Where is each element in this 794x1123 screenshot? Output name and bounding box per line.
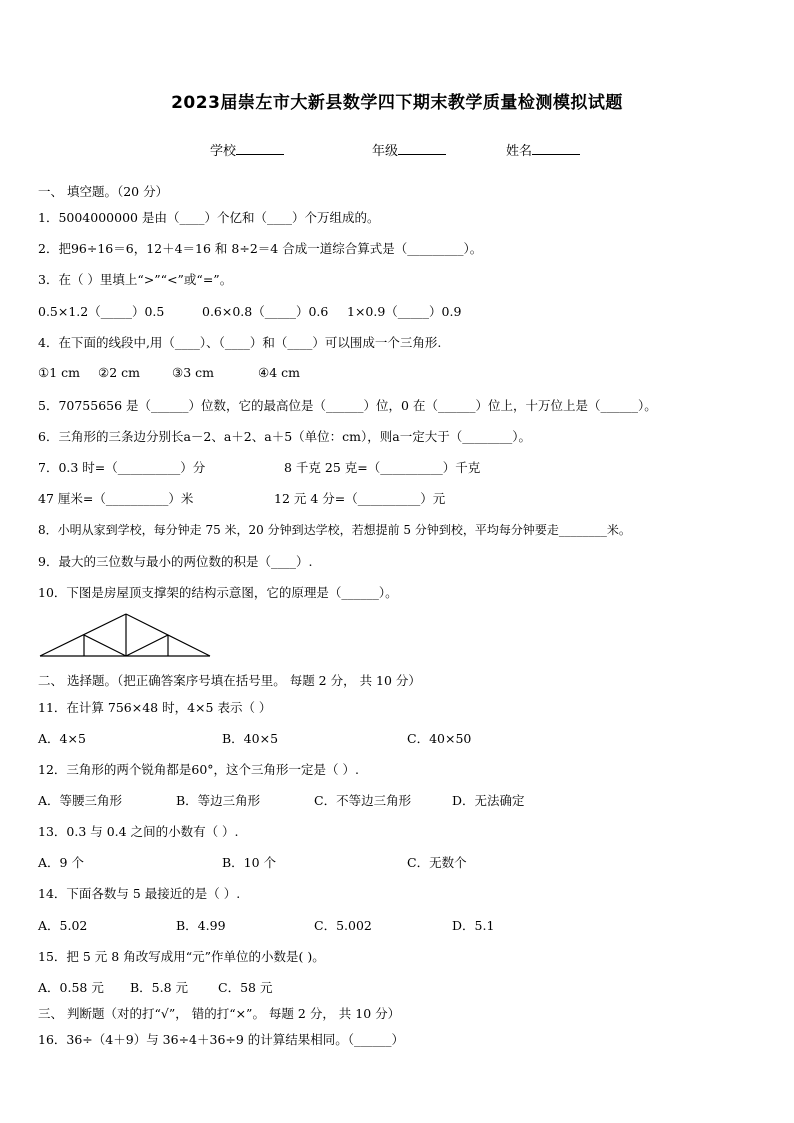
question-14: 14．下面各数与 5 最接近的是（ ）.	[38, 886, 241, 901]
question-9: 9．最大的三位数与最小的两位数的积是（____）.	[38, 554, 313, 569]
question-7-part-c: 47 厘米=（__________）米	[38, 491, 194, 506]
truss-left-inner-diagonal	[84, 635, 126, 656]
question-12-option-b[interactable]: B．等边三角形	[176, 793, 261, 808]
question-13-option-c[interactable]: C．无数个	[407, 855, 467, 870]
question-11-option-b[interactable]: B．40×5	[222, 731, 279, 746]
question-3-part-a: 0.5×1.2（_____）0.5	[38, 304, 165, 319]
grade-label: 年级	[372, 144, 399, 159]
question-14-option-a[interactable]: A．5.02	[38, 918, 88, 933]
question-13: 13．0.3 与 0.4 之间的小数有（ ）.	[38, 824, 239, 839]
question-8: 8．小明从家到学校，每分钟走 75 米，20 分钟到达学校，若想提前 5 分钟到校，平均每分钟要走________米。	[38, 523, 631, 537]
question-13-option-a[interactable]: A．9 个	[38, 855, 84, 870]
question-1: 1．5004000000 是由（____）个亿和（____）个万组成的。	[38, 210, 380, 225]
question-12: 12．三角形的两个锐角都是60°，这个三角形一定是（ ）.	[38, 762, 360, 777]
truss-right-inner-diagonal	[126, 635, 168, 656]
question-14-option-c[interactable]: C．5.002	[314, 918, 372, 933]
question-15-option-c[interactable]: C．58 元	[218, 980, 273, 995]
page-title: 2023届崇左市大新县数学四下期末教学质量检测模拟试题	[171, 93, 623, 113]
question-11-option-a[interactable]: A．4×5	[38, 731, 86, 746]
question-4-option-4: ④4 cm	[258, 365, 300, 380]
question-7-part-b: 8 千克 25 克=（__________）千克	[284, 460, 481, 475]
question-4-option-1: ①1 cm	[38, 365, 80, 380]
question-7-part-d: 12 元 4 分=（__________）元	[274, 491, 446, 506]
question-4-option-2: ②2 cm	[98, 365, 140, 380]
school-field[interactable]	[210, 140, 284, 159]
question-14-option-d[interactable]: D．5.1	[452, 918, 495, 933]
question-4-option-3: ③3 cm	[172, 365, 214, 380]
grade-blank[interactable]	[398, 142, 446, 155]
question-16: 16．36÷（4＋9）与 36÷4＋36÷9 的计算结果相同。（______）	[38, 1032, 405, 1047]
question-15: 15．把 5 元 8 角改写成用“元”作单位的小数是( )。	[38, 949, 325, 964]
roof-truss-diagram	[38, 612, 214, 660]
question-12-option-a[interactable]: A．等腰三角形	[38, 793, 123, 808]
question-5: 5．70755656 是（______）位数，它的最高位是（______）位，0 在（______）位上，十万位上是（______）。	[38, 398, 657, 413]
name-blank[interactable]	[532, 142, 580, 155]
question-3-part-c: 1×0.9（_____）0.9	[347, 304, 462, 319]
question-7-part-a: 7．0.3 时=（__________）分	[38, 460, 206, 475]
question-6: 6．三角形的三条边分别长a－2、a＋2、a＋5（单位：cm），则a一定大于（________）。	[38, 429, 531, 444]
question-3: 3．在（ ）里填上“>”“<”或“=”。	[38, 272, 233, 287]
school-label: 学校	[210, 144, 237, 159]
question-12-option-c[interactable]: C．不等边三角形	[314, 793, 412, 808]
question-12-option-d[interactable]: D．无法确定	[452, 793, 525, 808]
question-13-option-b[interactable]: B．10 个	[222, 855, 277, 870]
section-2-heading: 二、 选择题。（把正确答案序号填在括号里。 每题 2 分， 共 10 分）	[38, 673, 421, 688]
question-2: 2．把96÷16＝6，12＋4＝16 和 8÷2＝4 合成一道综合算式是（_________）。	[38, 241, 483, 256]
question-11-option-c[interactable]: C．40×50	[407, 731, 472, 746]
question-14-option-b[interactable]: B．4.99	[176, 918, 226, 933]
question-3-part-b: 0.6×0.8（_____）0.6	[202, 304, 329, 319]
name-label: 姓名	[506, 144, 533, 159]
section-1-heading: 一、 填空题。（20 分）	[38, 184, 169, 199]
section-3-heading: 三、 判断题（对的打“√”， 错的打“×”。 每题 2 分， 共 10 分）	[38, 1006, 401, 1021]
name-field[interactable]	[506, 140, 580, 159]
question-10: 10．下图是房屋顶支撑架的结构示意图，它的原理是（______）。	[38, 585, 398, 600]
question-15-option-a[interactable]: A．0.58 元	[38, 980, 104, 995]
question-15-option-b[interactable]: B．5.8 元	[130, 980, 189, 995]
grade-field[interactable]	[372, 140, 446, 159]
question-11: 11．在计算 756×48 时，4×5 表示（ ）	[38, 700, 272, 715]
school-blank[interactable]	[236, 142, 284, 155]
question-4: 4．在下面的线段中,用（____）、（____）和（____）可以围成一个三角形.	[38, 335, 442, 350]
